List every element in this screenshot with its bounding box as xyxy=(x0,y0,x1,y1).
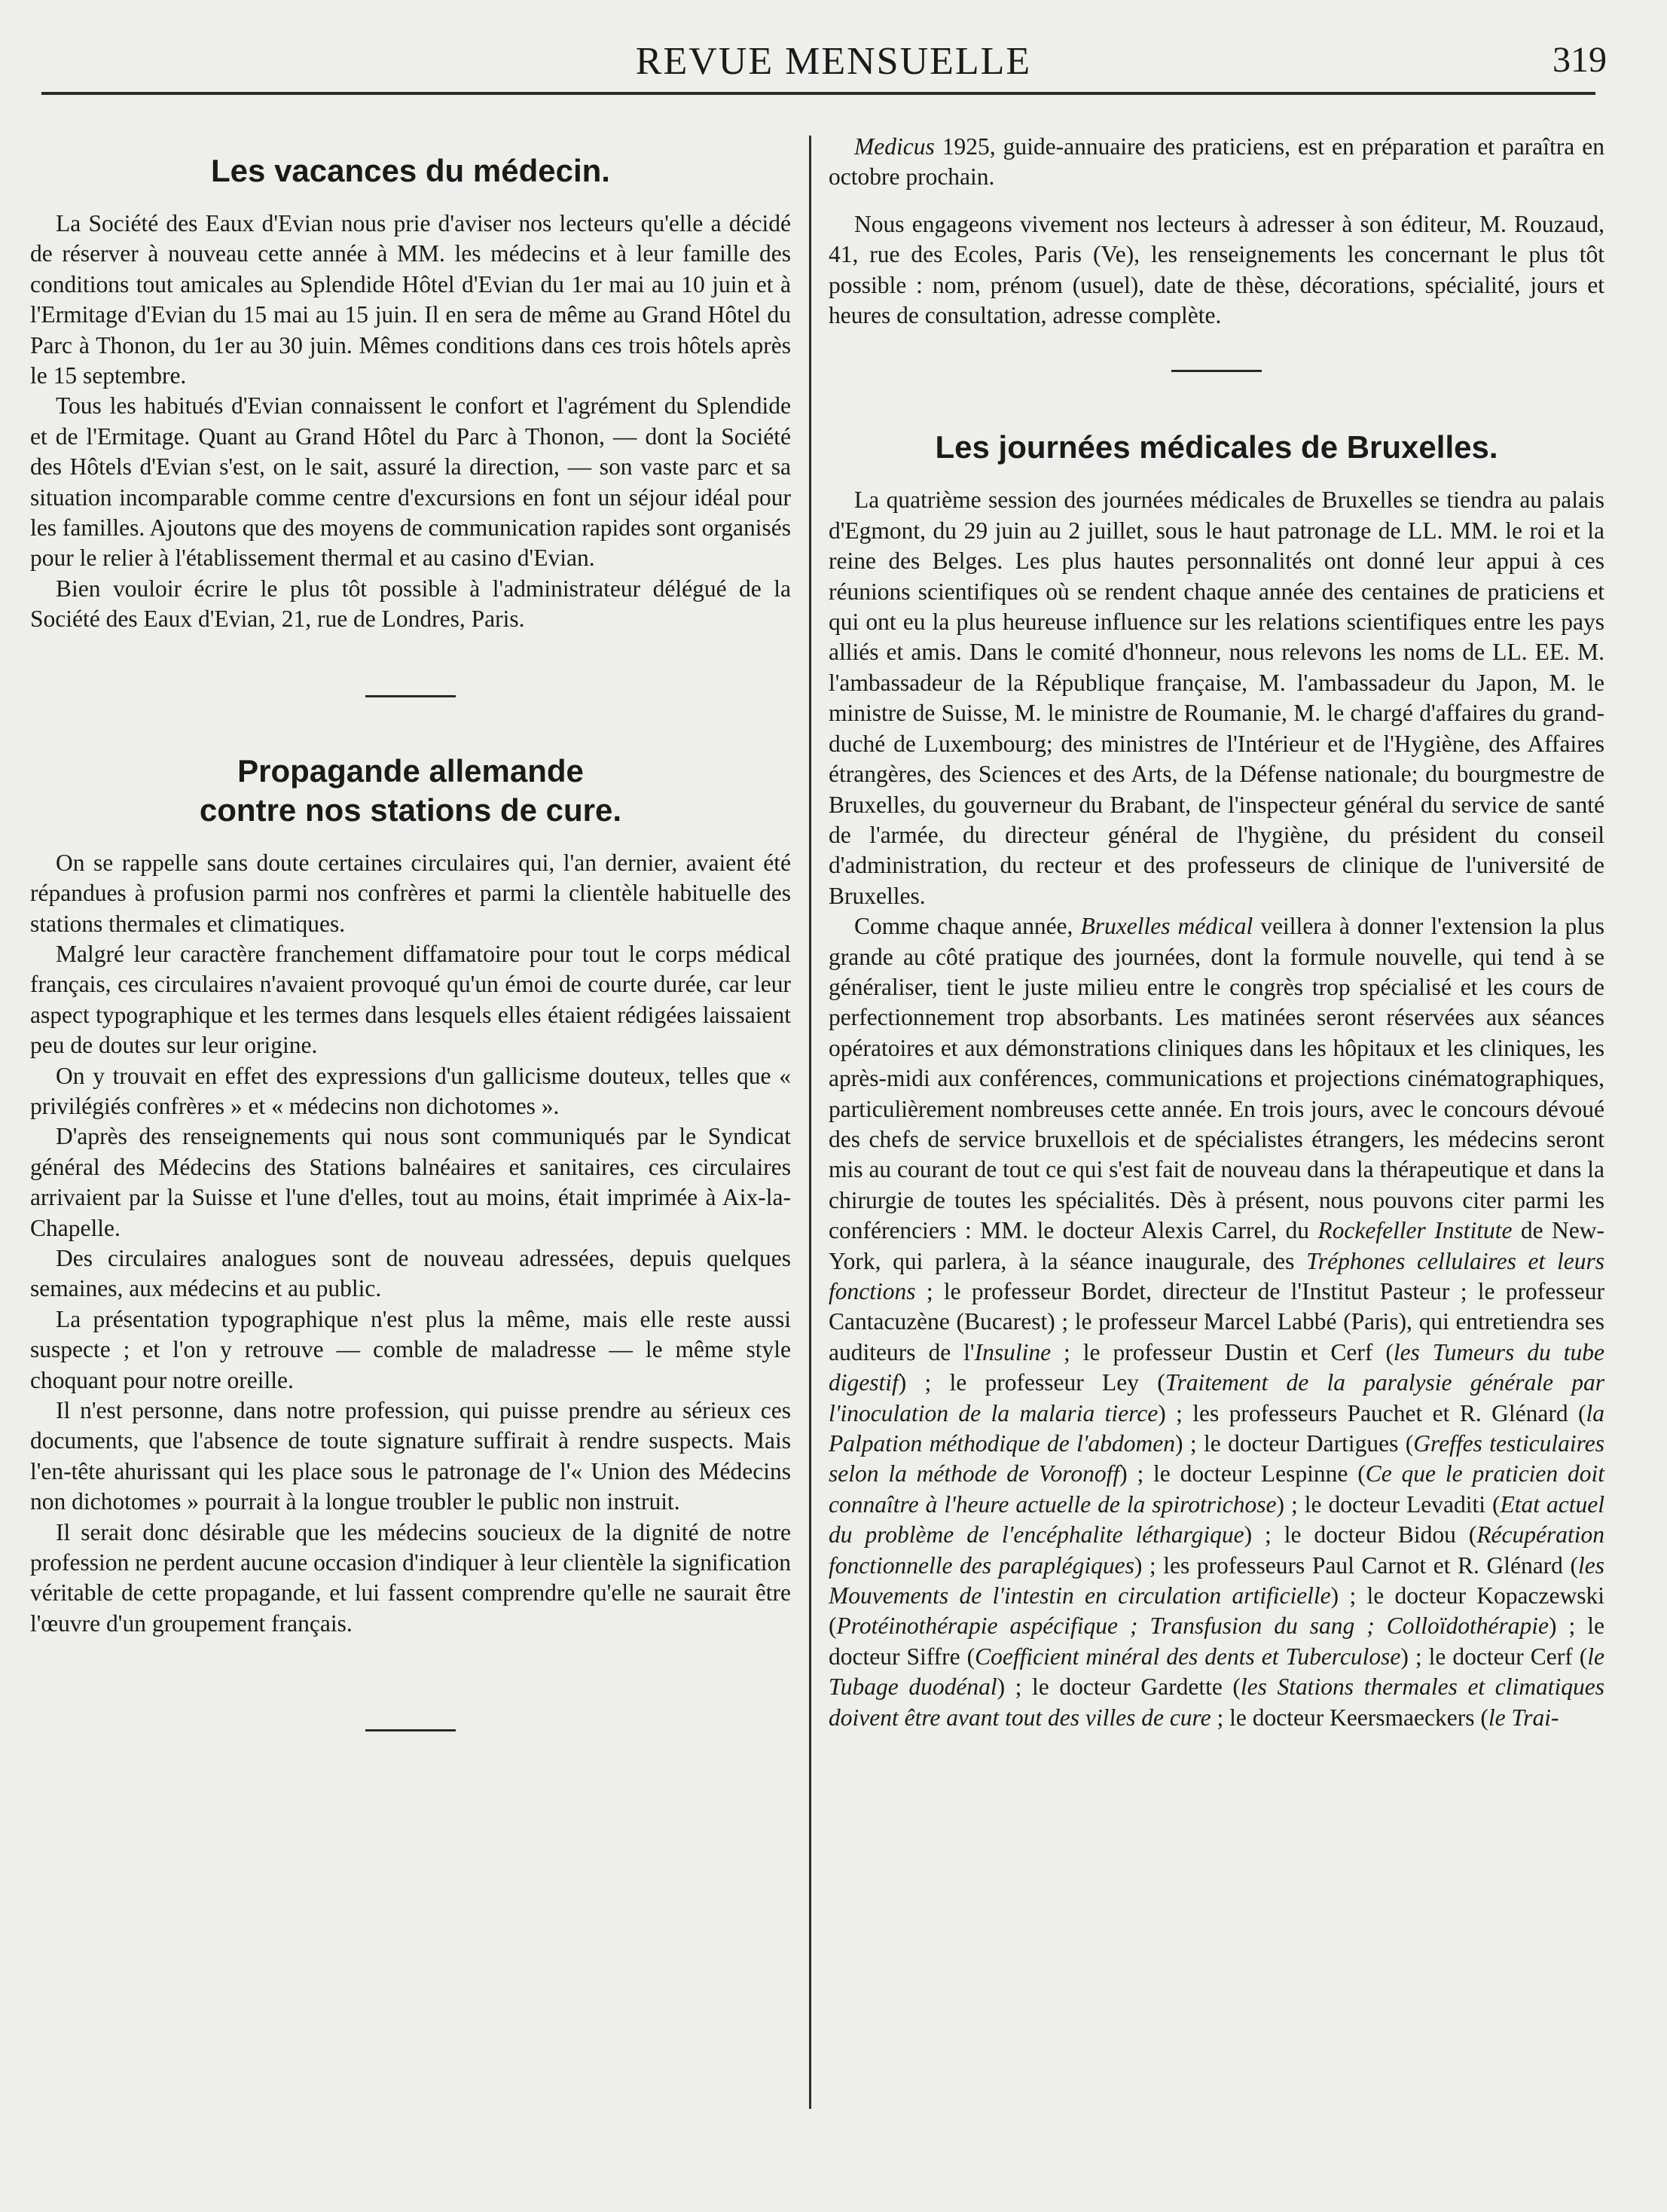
text: ) ; le docteur Cerf ( xyxy=(1400,1643,1588,1670)
paragraph xyxy=(829,132,1604,193)
text: Comme chaque année, xyxy=(854,913,1081,940)
page-number: 319 xyxy=(1553,40,1607,80)
paragraph: On se rappelle sans doute certaines circulaires qui, l'an dernier, avaient été répandues à profusion parmi nos confrères et parmi la clientèle habituelle des stations thermales et climatiques. xyxy=(30,849,791,937)
paragraph: Malgré leur caractère franchement diffamatoire pour tout le corps médical français, ces circulaires n'avaient provoqué qu'un émoi de courte durée, car leur aspect typographique et les termes dans lesquels elles étaient rédigées laissaient peu de doutes sur leur origine. xyxy=(30,940,791,1059)
paragraph: D'après des renseignements qui nous sont communiqués par le Syndicat général des Médecins des Stations balnéaires et sanitaires, ces circulaires arrivaient par la Suisse et l'une d'elles, tout au moins, était imprimée à Aix-la-Chapelle. xyxy=(30,1123,791,1241)
paragraph: Nous engageons vivement nos lecteurs à adresser à son éditeur, M. Rouzaud, 41, rue des Ecoles, Paris (Ve), les renseignements les concernant le plus tôt possible : nom, prénom (usuel), date de thèse, décorations, spécialité, jours et heures de consultation, adresse complète. xyxy=(829,210,1604,329)
headline-bruxelles: Les journées médicales de Bruxelles. xyxy=(935,429,1498,465)
paragraph: Il n'est personne, dans notre profession, qui puisse prendre au sérieux ces documents, que l'absence de toute signature suffirait à rendre suspects. Mais l'en-tête ahurissant qui les place sous le patronage de l'« Union des Médecins non dichotomes » pourrait à la longue troubler le public non instruit. xyxy=(30,1397,791,1515)
italic-text: Rockefeller Institute xyxy=(1317,1217,1513,1244)
running-title: REVUE MENSUELLE xyxy=(635,40,1032,83)
text: ) ; le docteur Bidou ( xyxy=(1244,1521,1477,1548)
italic-text: Coefficient minéral des dents et Tuberculose xyxy=(975,1643,1401,1670)
text: ) ; les professeurs Paul Carnot et R. Glénard ( xyxy=(1134,1551,1578,1579)
headline-vacances: Les vacances du médecin. xyxy=(211,153,610,188)
text: 1925, guide-annuaire des praticiens, est en préparation et paraîtra en octobre prochain. xyxy=(829,133,1604,191)
paragraph: Bien vouloir écrire le plus tôt possible à l'administrateur délégué de la Société des Eaux d'Evian, 21, rue de Londres, Paris. xyxy=(30,575,791,633)
section-separator xyxy=(365,695,456,697)
italic-text: Tréphones cellulaires et leurs fonctions xyxy=(829,1247,1604,1304)
section-separator xyxy=(365,1729,456,1731)
italic-text: Insuline xyxy=(974,1338,1052,1365)
page-header xyxy=(0,0,1667,105)
headline-line: contre nos stations de cure. xyxy=(199,792,622,828)
paragraph: Des circulaires analogues sont de nouveau adressées, depuis quelques semaines, aux médecins et au public. xyxy=(30,1244,791,1302)
italic-text: Medicus xyxy=(854,133,935,160)
paragraph: La quatrième session des journées médicales de Bruxelles se tiendra au palais d'Egmont, du 29 juin au 2 juillet, sous le haut patronage de LL. MM. le roi et la reine des Belges. Les plus hautes personnalités ont donné leur appui à ces réunions scientifiques où se rendent chaque année des centaines de praticiens et qui ont eu la plus heureuse influence sur les relations scientifiques entre les pays alliés et amis. Dans le comité d'honneur, nous relevons les noms de LL. EE. M. l'ambassadeur de la République française, M. l'ambassadeur du Japon, M. le ministre de Suisse, M. le ministre de Roumanie, M. le chargé d'affaires du grand-duché de Luxembourg; des ministres de l'Intérieur et de l'Hygiène, des Affaires étrangères, des Sciences et des Arts, de la Défense nationale; du bourgmestre de Bruxelles, du gouverneur du Brabant, de l'inspecteur général du service de santé de l'armée, du directeur général de l'hygiène, du président du conseil d'administration, du recteur et des professeurs de clinique de l'université de Bruxelles. xyxy=(829,487,1604,909)
italic-text: la Palpation méthodique de l'abdomen xyxy=(829,1399,1605,1457)
paragraph: Il serait donc désirable que les médecins soucieux de la dignité de notre profession ne perdent aucune occasion d'indiquer à leur clientèle la signification véritable de cette propagande, et lui fassent comprendre qu'elle ne saurait être l'œuvre d'un groupement français. xyxy=(30,1518,791,1637)
headline-line: Propagande allemande xyxy=(237,752,584,789)
paragraph: La Société des Eaux d'Evian nous prie d'aviser nos lecteurs qu'elle a décidé de réserver à nouveau cette année à MM. les médecins et à leur famille des conditions tout amicales au Splendide Hôtel d'Evian du 1er mai au 10 juin et à l'Ermitage d'Evian du 15 mai au 15 juin. Il en sera de même au Grand Hôtel du Parc à Thonon, du 1er au 30 juin. Mêmes conditions dans ces trois hôtels après le 15 septembre. xyxy=(30,210,791,389)
section-separator xyxy=(1171,370,1262,372)
text: ) ; les professeurs Pauchet et R. Glénard ( xyxy=(1158,1399,1586,1426)
header-rule xyxy=(41,92,1595,95)
text: ) ; le docteur Gardette ( xyxy=(997,1673,1241,1701)
italic-text: le Tubage duodénal xyxy=(829,1643,1604,1701)
italic-text: Récupération fonctionnelle des paraplégiques xyxy=(829,1521,1605,1579)
italic-text: Etat actuel du problème de l'encéphalite léthargique xyxy=(829,1490,1604,1548)
text: ) ; le docteur Levaditi ( xyxy=(1276,1490,1501,1518)
italic-text: Bruxelles médical xyxy=(1080,913,1253,940)
italic-text: Traitement de la paralysie générale par l'inoculation de la malaria tierce xyxy=(829,1369,1605,1426)
text: ) ; le docteur Lespinne ( xyxy=(1119,1460,1366,1487)
italic-text: les Tumeurs du tube digestif xyxy=(829,1338,1604,1396)
italic-text: Ce que le praticien doit connaître à l'heure actuelle de la spirotrichose xyxy=(829,1460,1605,1518)
right-column xyxy=(829,132,1604,1733)
text: ; le professeur Bordet, directeur de l'Institut Pasteur ; le professeur Cantacuzène (Bucarest) ; le professeur Marcel Labbé (Paris), qui entretiendra ses auditeurs de l' xyxy=(829,1278,1604,1365)
italic-text: le Trai- xyxy=(1488,1704,1559,1731)
column-divider xyxy=(809,136,811,2109)
paragraph: On y trouvait en effet des expressions d'un gallicisme douteux, telles que « privilégiés confrères » et « médecins non dichotomes ». xyxy=(30,1062,791,1119)
left-column xyxy=(30,132,791,1786)
text: ; le docteur Keersmaeckers ( xyxy=(1211,1704,1488,1731)
text: ; le professeur Dustin et Cerf ( xyxy=(1051,1338,1394,1365)
italic-text: les Stations thermales et climatiques doivent être avant tout des villes de cure xyxy=(829,1673,1604,1731)
text: de New-York, qui parlera, à la séance inaugurale, des xyxy=(829,1217,1604,1274)
italic-text: les Mouvements de l'intestin en circulation artificielle xyxy=(829,1551,1604,1609)
text: veillera à donner l'extension la plus grande au côté pratique des journées, dont la formule nouvelle, qui tend à se généraliser, tient le juste milieu entre le congrès trop spécialisé et les cours de perfectionnement trop absorbants. Les matinées seront réservées aux séances opératoires et aux démonstrations cliniques dans les hôpitaux et les cliniques, les après-midi aux conférences, communications et projections cinématographiques, particulièrement nombreuses cette année. En trois jours, avec le concours dévoué des chefs de service bruxellois et de spécialistes étrangers, les médecins seront mis au courant de tout ce qui s'est fait de nouveau dans la thérapeutique et dans la chirurgie de toutes les spécialités. Dès à présent, nous pouvons citer parmi les conférenciers : MM. le docteur Alexis Carrel, du xyxy=(829,913,1604,1244)
text: ) ; le docteur Kopaczewski ( xyxy=(829,1582,1604,1640)
italic-text: Protéinothérapie aspécifique ; Transfusion du sang ; Colloïdothérapie xyxy=(836,1612,1549,1640)
italic-text: Greffes testiculaires selon la méthode de Voronoff xyxy=(829,1430,1604,1487)
paragraph: Tous les habitués d'Evian connaissent le confort et l'agrément du Splendide et de l'Ermitage. Quant au Grand Hôtel du Parc à Thonon, — dont la Société des Hôtels d'Evian s'est, on le sait, assuré la direction, — son vaste parc et sa situation incomparable comme centre d'excursions en font un séjour idéal pour les familles. Ajoutons que des moyens de communication rapides sont organisés pour le relier à l'établissement thermal et au casino d'Evian. xyxy=(30,392,791,572)
paragraph: La présentation typographique n'est plus la même, mais elle reste aussi suspecte ; et l'on y retrouve — comble de maladresse — le même style choquant pour notre oreille. xyxy=(30,1305,791,1393)
text: ) ; le docteur Siffre ( xyxy=(829,1612,1604,1670)
text: ) ; le professeur Ley ( xyxy=(898,1369,1165,1396)
paragraph xyxy=(829,911,1604,1733)
text: ) ; le docteur Dartigues ( xyxy=(1175,1430,1414,1457)
headline-propagande xyxy=(30,752,791,830)
